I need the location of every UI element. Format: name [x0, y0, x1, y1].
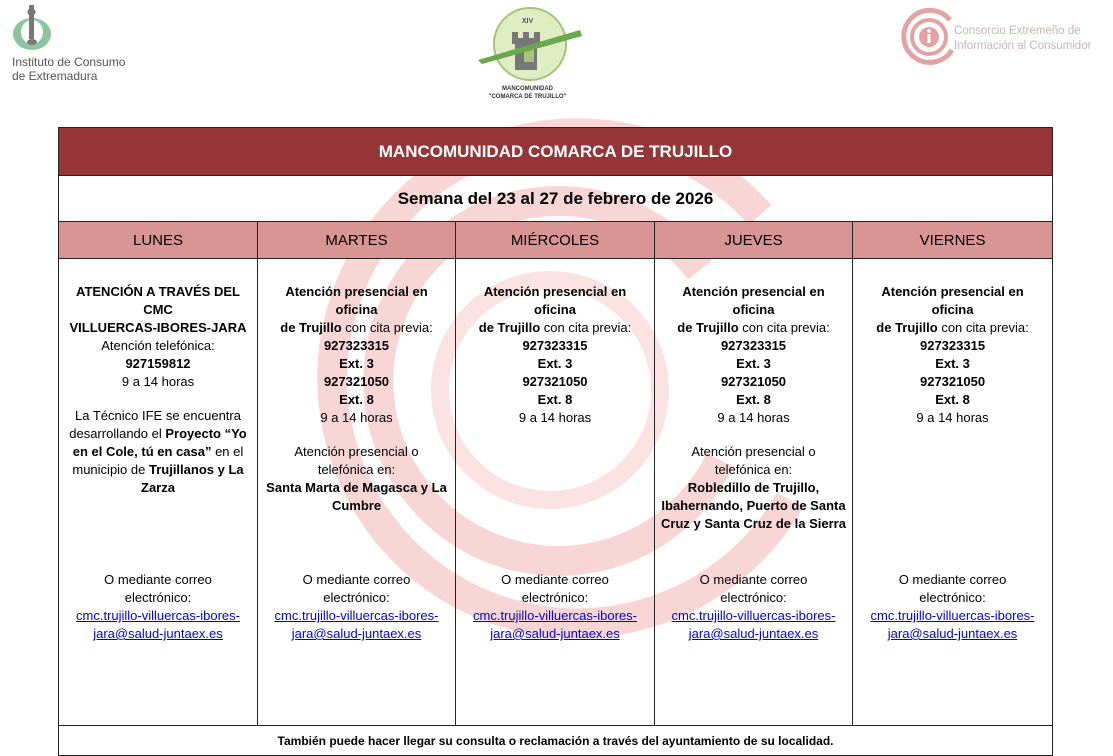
- mancomunidad-logo: [470, 4, 585, 106]
- footer-note: También puede hacer llegar su consulta o reclamación a través del ayuntamiento de su localidad.: [59, 726, 1053, 756]
- monday-phone: 927159812: [125, 356, 191, 371]
- email-link-line1[interactable]: cmc.trujillo-villuercas-ibores-: [76, 608, 240, 623]
- mail-intro-line2: electrónico:: [124, 590, 192, 605]
- mail-intro-line1: O mediante correo: [104, 572, 212, 587]
- thursday-places-line1: Robledillo de Trujillo,: [687, 480, 820, 495]
- presencial-line1: Atención presencial o: [691, 444, 816, 459]
- office-line2-bold: de Trujillo: [876, 320, 938, 335]
- phone-1: 927323315: [323, 338, 390, 353]
- office-line1: Atención presencial en oficina: [881, 284, 1024, 317]
- day-cell-thursday: [655, 259, 853, 726]
- mail-intro-line1: O mediante correo: [302, 572, 411, 587]
- ext-1: Ext. 3: [935, 356, 970, 371]
- logo-center-line1: MANCOMUNIDAD: [502, 86, 553, 92]
- logo-center-line2: "COMARCA DE TRUJILLO": [488, 94, 567, 100]
- office-line2-bold: de Trujillo: [280, 320, 342, 335]
- phone-1: 927323315: [522, 338, 588, 353]
- monday-ife-line4: municipio de: [72, 462, 149, 477]
- page-title: MANCOMUNIDAD COMARCA DE TRUJILLO: [59, 128, 1053, 176]
- email-link-line2[interactable]: jara@salud-juntaex.es: [93, 626, 223, 641]
- mortar-pestle-icon: [10, 2, 60, 57]
- monday-phone-label: Atención telefónica:: [101, 338, 215, 353]
- day-cell-monday: [59, 259, 258, 726]
- day-header-thursday: JUEVES: [655, 222, 853, 259]
- monday-ife-line1: La Técnico IFE se encuentra: [75, 408, 241, 423]
- monday-project-a: Proyecto “Yo: [165, 426, 247, 441]
- day-header-monday: LUNES: [59, 222, 258, 259]
- day-header-wednesday: MIÉRCOLES: [456, 222, 655, 259]
- hours: 9 a 14 horas: [916, 410, 989, 425]
- hours: 9 a 14 horas: [717, 410, 790, 425]
- email-link-line2[interactable]: jara@salud-juntaex.es: [887, 626, 1018, 641]
- mail-intro-line1: O mediante correo: [898, 572, 1007, 587]
- office-line2-rest: con cita previa:: [341, 320, 433, 335]
- office-line2-rest: con cita previa:: [937, 320, 1029, 335]
- day-cell-wednesday: [456, 259, 655, 726]
- consorcio-circle-icon: [898, 6, 956, 68]
- office-line2-bold: de Trujillo: [478, 320, 541, 335]
- office-line2-rest: con cita previa:: [540, 320, 632, 335]
- logo-left-line1: Instituto de Consumo: [12, 55, 126, 69]
- consorcio-logo: [898, 6, 1103, 74]
- presencial-line2: telefónica en:: [317, 462, 396, 477]
- logo-right-line1: Consorcio Extremeño de: [954, 25, 1081, 37]
- hours: 9 a 14 horas: [518, 410, 592, 425]
- email-link-line1[interactable]: cmc.trujillo-villuercas-ibores-: [870, 608, 1035, 623]
- monday-cmc-line2: VILLUERCAS-IBORES-JARA: [69, 320, 247, 335]
- email-link-line1[interactable]: cmc.trujillo-villuercas-ibores-: [274, 608, 439, 623]
- phone-1: 927323315: [919, 338, 986, 353]
- ext-1: Ext. 3: [339, 356, 374, 371]
- monday-cmc-line1: ATENCIÓN A TRAVÉS DEL CMC: [76, 284, 240, 317]
- thursday-places-line2: Ibahernando, Puerto de Santa: [661, 498, 846, 513]
- ext-2: Ext. 8: [537, 392, 573, 407]
- logo-right-line2: Información al Consumidor: [954, 40, 1092, 52]
- mail-intro-line1: O mediante correo: [501, 572, 609, 587]
- monday-place-b: Zarza: [141, 480, 175, 495]
- day-header-tuesday: MARTES: [258, 222, 456, 259]
- tuesday-places-line1: Santa Marta de Magasca y La: [266, 480, 447, 495]
- monday-project-b: en el Cole, tú en casa”: [72, 444, 212, 459]
- office-line1: Atención presencial en oficina: [285, 284, 428, 317]
- email-link-line2[interactable]: jara@salud-juntaex.es: [688, 626, 819, 641]
- office-line1: Atención presencial en oficina: [682, 284, 825, 317]
- office-line2-bold: de Trujillo: [677, 320, 739, 335]
- instituto-consumo-logo: [10, 2, 150, 87]
- thursday-places-line3: Cruz y Santa Cruz de la Sierra: [661, 516, 846, 531]
- email-link-line1[interactable]: cmc.trujillo-villuercas-ibores-: [473, 608, 637, 623]
- phone-2: 927321050: [522, 374, 588, 389]
- phone-1: 927323315: [720, 338, 787, 353]
- email-link-line2[interactable]: jara@salud-juntaex.es: [291, 626, 422, 641]
- monday-place-a: Trujillanos y La: [148, 462, 244, 477]
- monday-ife-line3: en el: [211, 444, 244, 459]
- castle-emblem-icon: [470, 4, 585, 86]
- phone-2: 927321050: [919, 374, 986, 389]
- tuesday-places-line2: Cumbre: [331, 498, 382, 513]
- day-cell-friday: [853, 259, 1053, 726]
- ext-2: Ext. 8: [736, 392, 771, 407]
- office-line2-rest: con cita previa:: [738, 320, 830, 335]
- ext-1: Ext. 3: [736, 356, 771, 371]
- mail-intro-line2: electrónico:: [720, 590, 787, 605]
- office-line1: Atención presencial en oficina: [483, 284, 627, 317]
- phone-2: 927321050: [323, 374, 390, 389]
- mail-intro-line2: electrónico:: [919, 590, 986, 605]
- week-heading: Semana del 23 al 27 de febrero de 2026: [59, 176, 1053, 222]
- day-cell-tuesday: [258, 259, 456, 726]
- email-link-line2[interactable]: jara@salud-juntaex.es: [490, 626, 620, 641]
- monday-hours: 9 a 14 horas: [121, 374, 195, 389]
- mail-intro-line2: electrónico:: [521, 590, 589, 605]
- email-link-line1[interactable]: cmc.trujillo-villuercas-ibores-: [671, 608, 836, 623]
- ext-2: Ext. 8: [935, 392, 970, 407]
- monday-ife-line2: desarrollando el: [69, 426, 166, 441]
- schedule-table: [58, 127, 1053, 756]
- day-header-friday: VIERNES: [853, 222, 1053, 259]
- presencial-line2: telefónica en:: [714, 462, 793, 477]
- logo-left-line2: de Extremadura: [12, 69, 98, 83]
- phone-2: 927321050: [720, 374, 787, 389]
- mail-intro-line2: electrónico:: [323, 590, 390, 605]
- ext-2: Ext. 8: [339, 392, 374, 407]
- ext-1: Ext. 3: [537, 356, 573, 371]
- hours: 9 a 14 horas: [320, 410, 393, 425]
- presencial-line1: Atención presencial o: [294, 444, 419, 459]
- logo-center-numeral: XIV: [521, 18, 534, 25]
- mail-intro-line1: O mediante correo: [699, 572, 808, 587]
